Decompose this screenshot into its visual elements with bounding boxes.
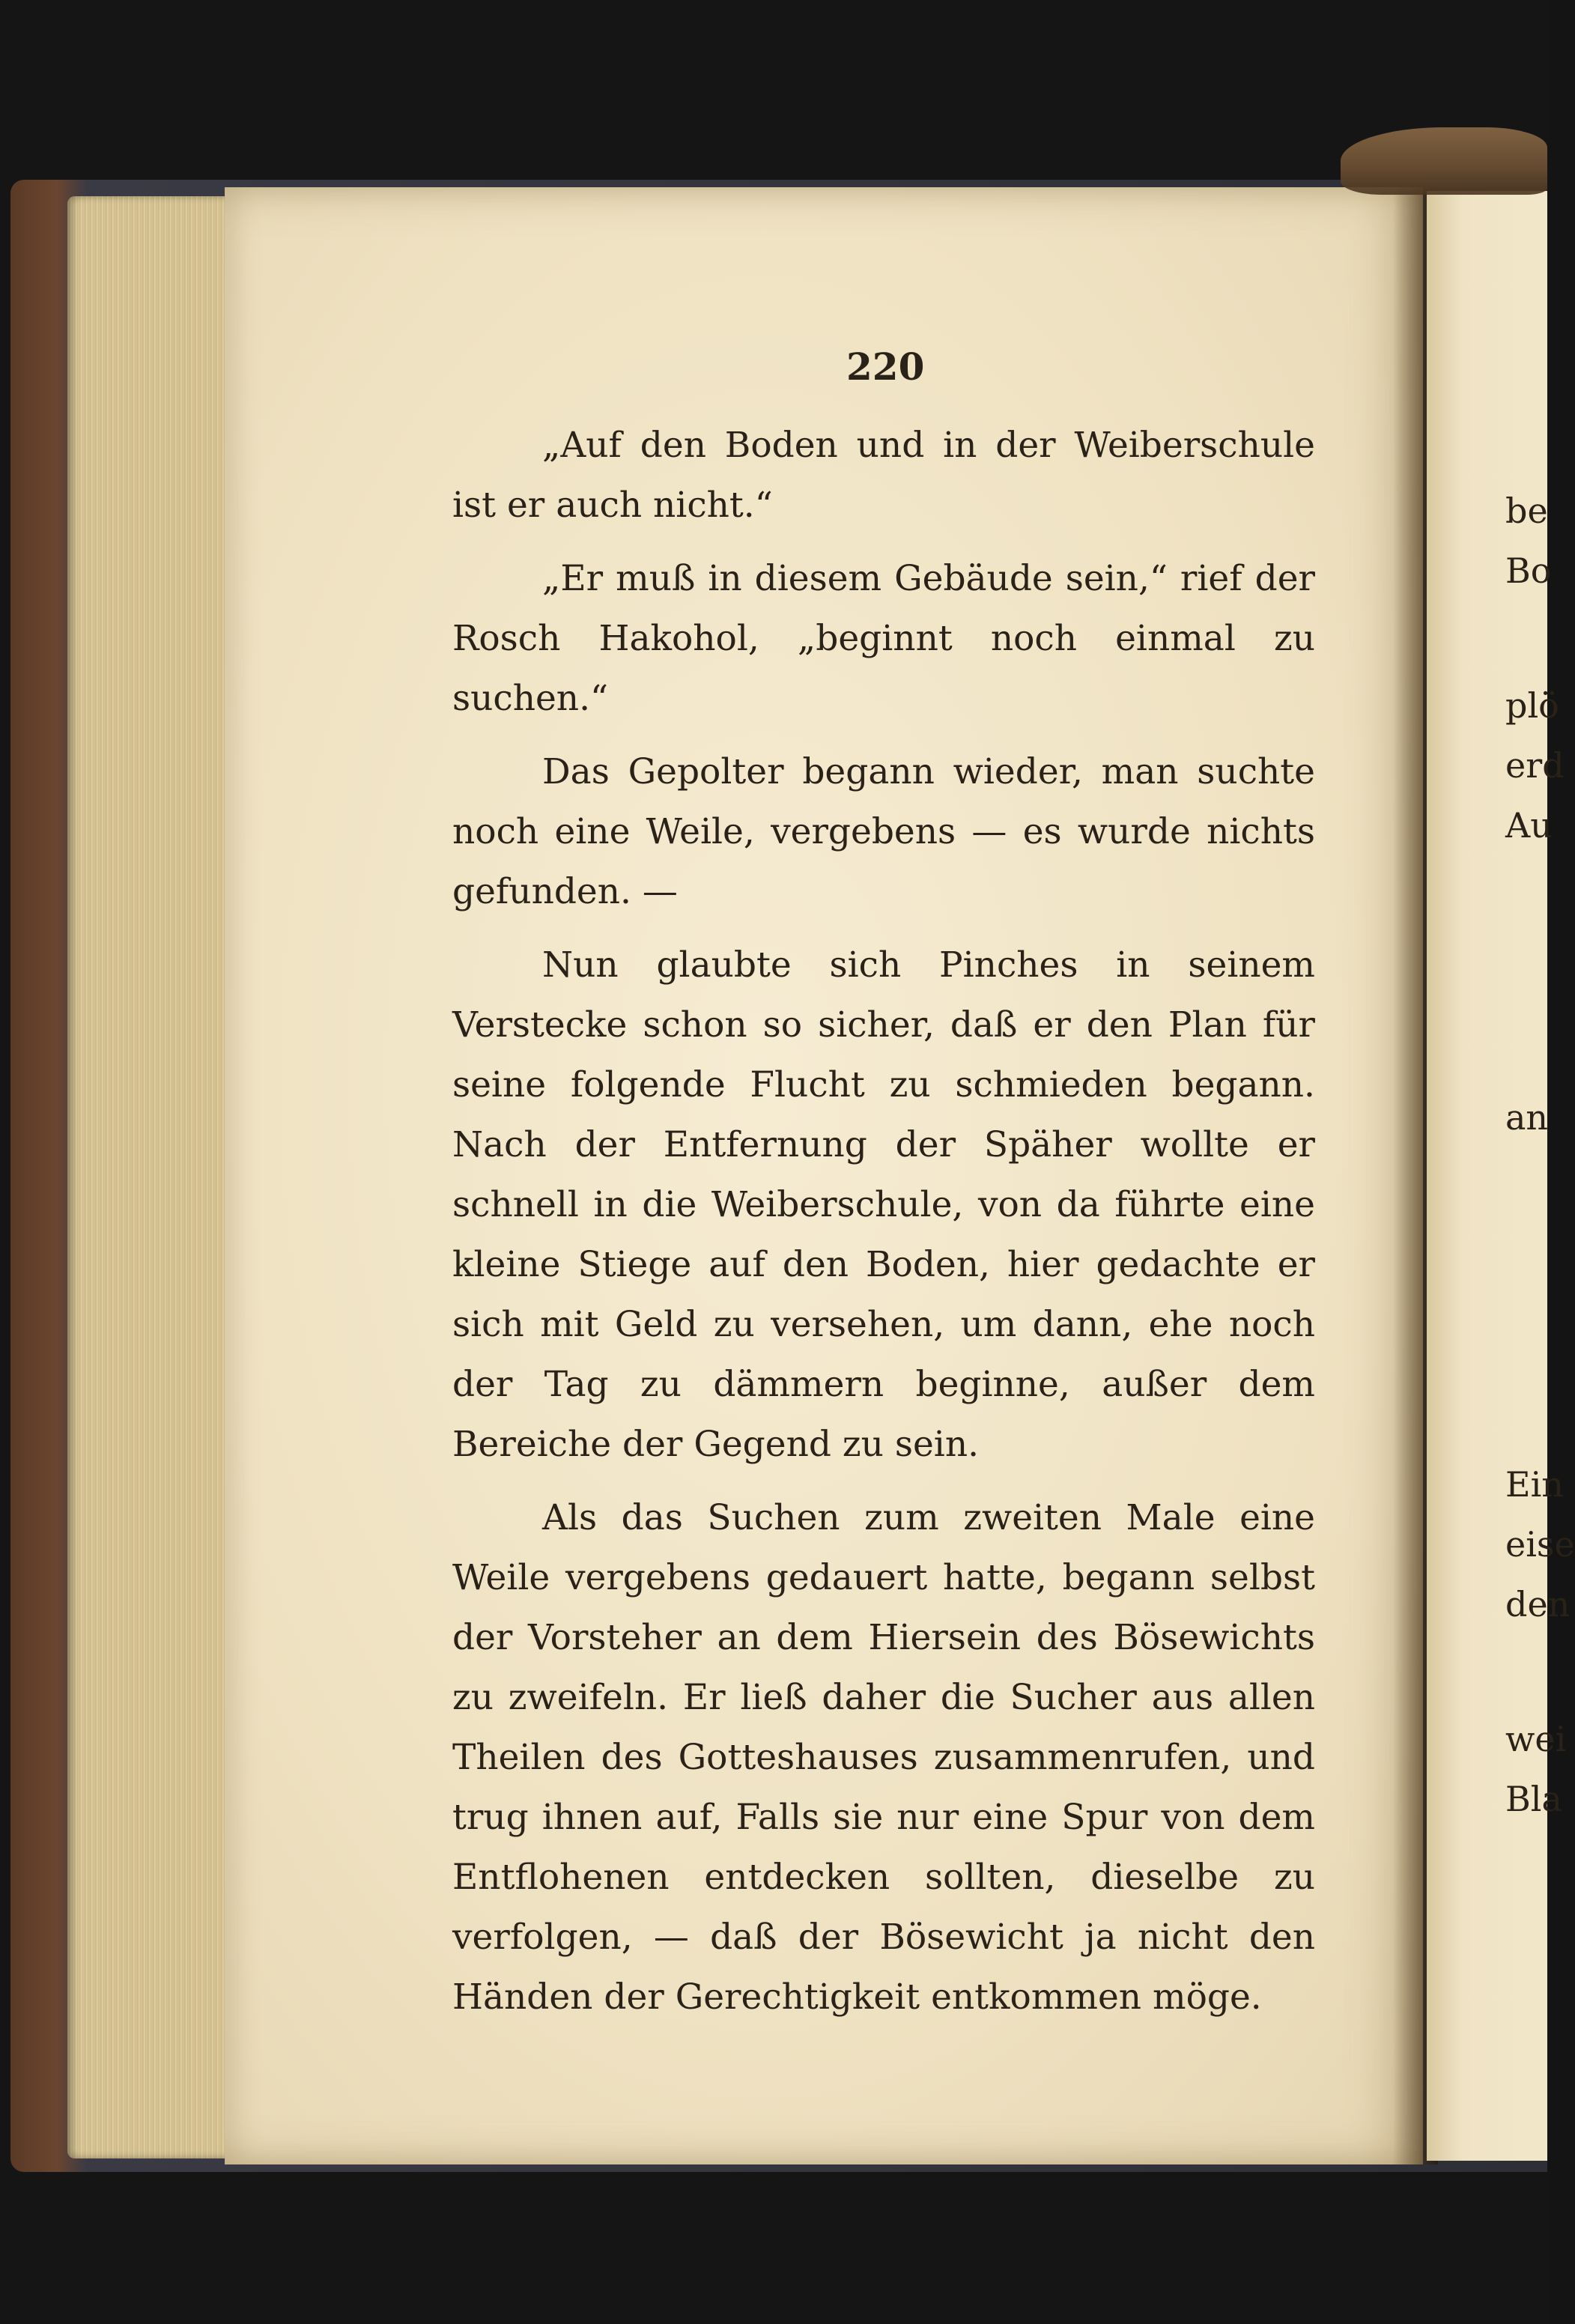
facing-page-fragment: an — [1505, 1097, 1549, 1138]
facing-page-fragment: plö — [1505, 685, 1559, 726]
facing-page-fragment: Au — [1505, 805, 1553, 846]
facing-page — [1427, 191, 1547, 2161]
page-edges — [67, 196, 240, 2158]
paragraph: Als das Suchen zum zweiten Male eine Weile vergebens gedauert hatte, begann selbst der Vorsteher an dem Hiersein des Bösewichts zu zweifeln. Er ließ daher die Sucher aus allen Theilen des Gotteshauses zusammenrufen, und trug ihnen auf, Falls sie nur eine Spur von dem Entflohenen entdecken sollten, dieselbe zu verfolgen, — daß der Bösewicht ja nicht den Händen der Gerechtigkeit entkommen möge. — [452, 1497, 1315, 2018]
page-number: 220 — [846, 345, 925, 389]
facing-page-fragment: wei — [1505, 1719, 1567, 1759]
facing-page-fragment: be — [1505, 491, 1548, 531]
facing-page-fragment: eise — [1505, 1524, 1575, 1565]
binding-cord — [1341, 127, 1547, 195]
paragraph: Das Gepolter begann wieder, man suchte noch eine Weile, vergebens — es wurde nichts gefunden. — — [452, 751, 1315, 912]
facing-page-fragment: erd — [1505, 745, 1565, 786]
facing-page-fragment: Ein — [1505, 1464, 1564, 1505]
facing-page-fragment: den — [1505, 1584, 1571, 1624]
paragraph: „Er muß in diesem Gebäude sein,“ rief der Rosch Hakohol, „beginnt noch einmal zu suchen.“ — [452, 558, 1315, 719]
facing-page-fragment: Bo — [1505, 550, 1552, 591]
page-text — [452, 416, 1315, 2041]
paragraph: „Auf den Boden und in der Weiberschule ist er auch nicht.“ — [452, 425, 1315, 526]
facing-page-fragment: Bla — [1505, 1779, 1562, 1819]
paragraph: Nun glaubte sich Pinches in seinem Verstecke schon so sicher, daß er den Plan für seine folgende Flucht zu schmieden begann. Nach der Entfernung der Späher wollte er schnell in die Weiberschule, von da führte eine kleine Stiege auf den Boden, hier gedachte er sich mit Geld zu versehen, um dann, ehe noch der Tag zu dämmern beginne, außer dem Bereiche der Gegend zu sein. — [452, 944, 1315, 1465]
